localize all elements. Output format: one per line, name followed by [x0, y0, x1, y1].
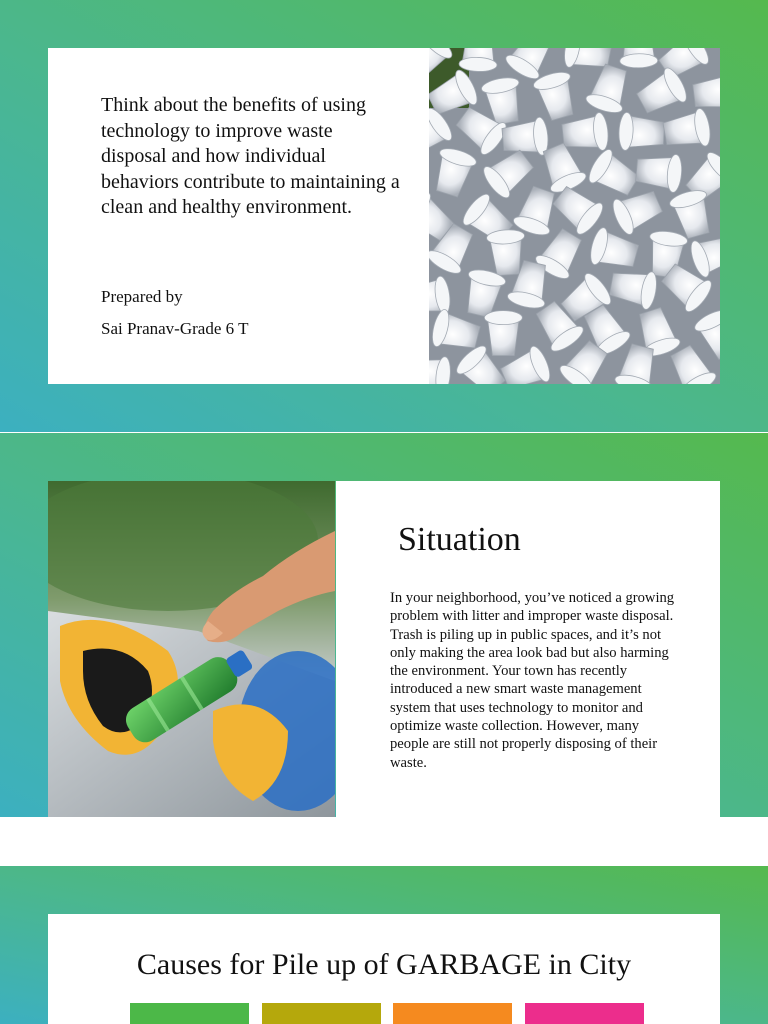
- causes-title: Causes for Pile up of GARBAGE in City: [136, 948, 632, 981]
- cause-block-1: [130, 1003, 249, 1024]
- cause-block-2: [262, 1003, 381, 1024]
- cause-block-4: [525, 1003, 644, 1024]
- disposable-cups-photo: [429, 48, 720, 384]
- author-name: Sai Pranav-Grade 6 T: [101, 319, 249, 338]
- situation-title: Situation: [398, 521, 521, 558]
- causes-card: [48, 914, 720, 1024]
- slide-causes: [0, 866, 768, 1024]
- intro-text-card: [48, 48, 429, 384]
- cause-block-3: [393, 1003, 512, 1024]
- slide-intro: [0, 0, 768, 432]
- cups-illustration: [429, 48, 720, 384]
- situation-text-card: [336, 481, 720, 817]
- recycling-bottle-photo: [48, 481, 335, 817]
- prepared-by-label: Prepared by: [101, 287, 183, 306]
- intro-paragraph: Think about the benefits of using technology to improve waste disposal and how individual behaviors contribute to maintaining a clean and healthy environment.: [101, 94, 400, 218]
- situation-paragraph: In your neighborhood, you’ve noticed a growing problem with litter and improper waste disposal. Trash is piling up in public spaces, and it’s not only making the area look bad but also harming the environment. Your town has recently introduced a new smart waste management system that uses technology to monitor and optimize waste collection. However, many people are still not properly disposing of their waste.: [390, 590, 675, 771]
- slide-situation: [0, 433, 768, 817]
- recycling-illustration: [48, 481, 335, 817]
